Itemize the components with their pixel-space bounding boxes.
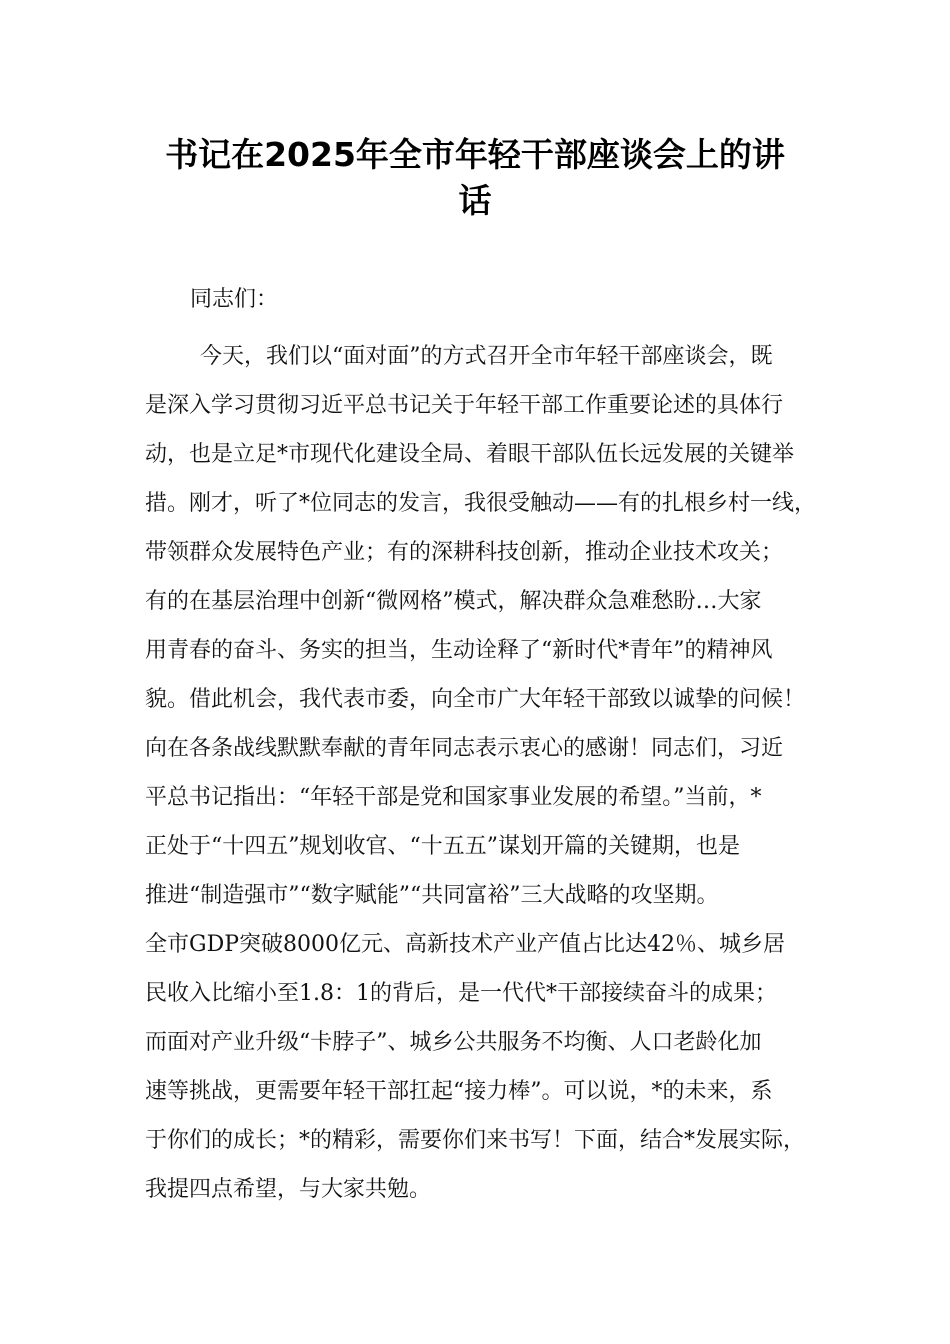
paragraph-line: 我提四点希望，与大家共勉。 — [145, 1177, 432, 1202]
paragraph-line: 向在各条战线默默奉献的青年同志表示衷心的感谢！同志们，习近 — [145, 736, 784, 761]
paragraph-line: 今天，我们以“面对面”的方式召开全市年轻干部座谈会，既 — [200, 344, 773, 369]
paragraph-line: 有的在基层治理中创新“微网格”模式，解决群众急难愁盼…大家 — [145, 589, 762, 614]
paragraph-line: 平总书记指出：“年轻干部是党和国家事业发展的希望。”当前，* — [145, 785, 762, 810]
paragraph-line: 动，也是立足*市现代化建设全局、着眼干部队伍长远发展的关键举 — [145, 442, 795, 467]
paragraph-line: 而面对产业升级“卡脖子”、城乡公共服务不均衡、人口老龄化加 — [145, 1030, 762, 1055]
title-line: 话 — [458, 181, 492, 220]
paragraph-line: 用青春的奋斗、务实的担当，生动诠释了“新时代*青年”的精神风 — [145, 638, 773, 663]
paragraph-line: 全市GDP突破8000亿元、高新技术产业产值占比达42％、城乡居 — [145, 932, 785, 957]
paragraph-line: 推进“制造强市”“数字赋能”“共同富裕”三大战略的攻坚期。 — [145, 883, 719, 908]
paragraph-line: 民收入比缩小至1.8：1的背后，是一代代*干部接续奋斗的成果； — [145, 981, 777, 1006]
document-body — [145, 280, 825, 1214]
salutation: 同志们： — [190, 287, 279, 312]
paragraph — [145, 332, 825, 1214]
paragraph-line: 带领群众发展特色产业；有的深耕科技创新，推动企业技术攻关； — [145, 540, 784, 565]
paragraph-line: 速等挑战，更需要年轻干部扛起“接力棒”。可以说，*的未来，系 — [145, 1079, 773, 1104]
paragraph-line: 措。刚才，听了*位同志的发言，我很受触动——有的扎根乡村一线， — [145, 491, 817, 516]
document-title — [130, 132, 820, 224]
paragraph-line: 是深入学习贯彻习近平总书记关于年轻干部工作重要论述的具体行 — [145, 393, 784, 418]
paragraph-line: 正处于“十四五”规划收官、“十五五”谋划开篇的关键期，也是 — [145, 834, 740, 859]
paragraph-line: 于你们的成长；*的精彩，需要你们来书写！下面，结合*发展实际， — [145, 1128, 806, 1153]
paragraph-line: 貌。借此机会，我代表市委，向全市广大年轻干部致以诚挚的问候！ — [145, 687, 806, 712]
title-line: 书记在2025年全市年轻干部座谈会上的讲 — [165, 135, 785, 174]
